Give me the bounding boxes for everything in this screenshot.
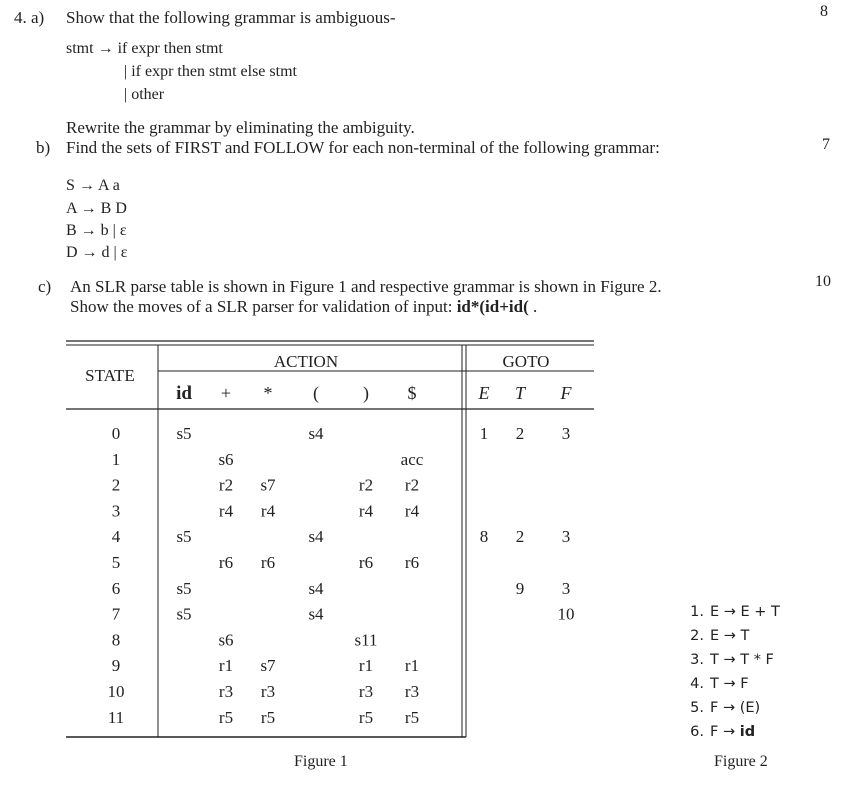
production-number: 1.	[690, 604, 704, 620]
goto-cell-4-1: 2	[515, 527, 525, 547]
goto-cell-4-0: 8	[479, 527, 489, 547]
state-cell-1: 1	[111, 449, 121, 469]
action-cell-9-5: r1	[404, 656, 420, 676]
grammar-b-line-1: S → A a	[66, 177, 120, 194]
goto-cell-0-0: 1	[479, 424, 489, 443]
production-text-bold: id	[739, 724, 756, 740]
goto-col-header-F: F	[560, 383, 572, 403]
grammar-b-line-4: D → d | ε	[66, 244, 128, 261]
state-cell-9: 9	[111, 656, 121, 676]
action-col-header-2: *	[263, 383, 273, 403]
production-text: F → (E)	[710, 700, 761, 716]
action-cell-0-0: s5	[176, 424, 192, 443]
action-cell-9-2: s7	[260, 656, 276, 676]
table-cells	[108, 383, 575, 727]
grammar-b-line-3: B → b | ε	[66, 222, 127, 239]
production-2	[678, 624, 780, 648]
action-cell-8-4: s11	[354, 630, 378, 650]
goto-cell-0-2: 3	[561, 424, 571, 443]
action-cell-3-2: r4	[260, 501, 276, 521]
question-4b-marks: 7	[822, 136, 830, 153]
production-number: 4.	[690, 676, 704, 692]
state-cell-6: 6	[111, 578, 121, 598]
action-cell-8-1: s6	[218, 630, 234, 650]
action-cell-3-1: r4	[218, 501, 234, 521]
action-cell-5-1: r6	[218, 553, 234, 572]
grammar-a-line-3: | other	[124, 86, 165, 103]
question-4a-rewrite: Rewrite the grammar by eliminating the ambiguity.	[66, 118, 415, 137]
goto-cell-0-1: 2	[515, 424, 525, 443]
state-cell-8: 8	[111, 630, 121, 650]
action-cell-10-4: r3	[358, 682, 374, 701]
question-4a-label: 4. a)	[14, 8, 45, 27]
action-col-header-0: id	[176, 383, 192, 404]
state-cell-2: 2	[111, 475, 121, 495]
state-cell-3: 3	[111, 501, 121, 521]
question-4b-label: b)	[36, 138, 51, 157]
state-cell-11: 11	[107, 707, 125, 727]
production-1	[678, 600, 780, 624]
action-cell-3-4: r4	[358, 501, 374, 521]
question-4c-line-1: An SLR parse table is shown in Figure 1 and respective grammar is shown in Figure 2.	[70, 277, 662, 296]
figure-2-productions	[678, 600, 780, 744]
action-cell-10-5: r3	[404, 682, 420, 701]
goto-header: GOTO	[502, 352, 550, 371]
action-cell-2-2: s7	[260, 475, 276, 495]
question-4a-marks: 8	[820, 3, 828, 20]
action-cell-11-4: r5	[358, 707, 374, 727]
action-cell-9-4: r1	[358, 656, 374, 676]
question-4c-line-2-suffix: .	[528, 297, 538, 316]
action-cell-5-2: r6	[260, 553, 276, 572]
action-cell-5-4: r6	[358, 553, 374, 572]
action-col-header-5: $	[407, 383, 417, 403]
question-4c-line-2-prefix: Show the moves of a SLR parser for validation of input:	[70, 297, 457, 316]
action-col-header-1: +	[220, 383, 232, 403]
action-col-header-3: (	[313, 383, 319, 403]
question-4c-label: c)	[38, 277, 52, 296]
production-number: 6.	[690, 724, 704, 740]
action-cell-4-3: s4	[308, 527, 324, 547]
question-4b-text: Find the sets of FIRST and FOLLOW for each non-terminal of the following grammar:	[66, 138, 660, 157]
action-cell-7-3: s4	[308, 604, 324, 624]
action-cell-11-1: r5	[218, 707, 234, 727]
action-cell-2-4: r2	[358, 475, 374, 495]
goto-cell-4-2: 3	[561, 527, 571, 547]
action-cell-10-1: r3	[218, 682, 234, 701]
production-3	[678, 648, 780, 672]
state-cell-0: 0	[111, 424, 121, 443]
production-text: T → T * F	[710, 652, 774, 668]
figure-1-caption: Figure 1	[294, 753, 348, 770]
goto-cell-6-1: 9	[515, 578, 525, 598]
action-col-header-4: )	[363, 383, 369, 403]
goto-cell-7-2: 10	[557, 604, 575, 624]
production-6	[678, 720, 780, 744]
production-text: F →	[710, 724, 740, 740]
grammar-b-line-2: A → B D	[66, 200, 127, 217]
action-cell-2-5: r2	[404, 475, 420, 495]
action-cell-11-5: r5	[404, 707, 420, 727]
goto-col-header-T: T	[514, 383, 526, 403]
action-header: ACTION	[273, 352, 339, 371]
state-cell-4: 4	[111, 527, 121, 547]
action-cell-10-2: r3	[260, 682, 276, 701]
state-cell-5: 5	[111, 553, 121, 572]
grammar-a-line-1: stmt → if expr then stmt	[66, 40, 223, 57]
action-cell-5-5: r6	[404, 553, 420, 572]
production-4	[678, 672, 780, 696]
question-4c-line-2	[70, 297, 537, 317]
production-number: 3.	[690, 652, 704, 668]
state-header: STATE	[85, 366, 135, 385]
grammar-a-line-2: | if expr then stmt else stmt	[124, 63, 297, 80]
goto-cell-6-2: 3	[561, 578, 571, 598]
action-cell-1-5: acc	[400, 449, 424, 469]
action-cell-3-5: r4	[404, 501, 420, 521]
action-cell-6-0: s5	[176, 578, 192, 598]
action-cell-11-2: r5	[260, 707, 276, 727]
production-number: 2.	[690, 628, 704, 644]
action-cell-7-0: s5	[176, 604, 192, 624]
production-5	[678, 696, 780, 720]
state-cell-10: 10	[107, 682, 125, 701]
production-text: T → F	[710, 676, 749, 692]
action-cell-6-3: s4	[308, 578, 324, 598]
figure-2-caption: Figure 2	[714, 753, 768, 770]
state-cell-7: 7	[111, 604, 121, 624]
action-cell-9-1: r1	[218, 656, 234, 676]
action-cell-4-0: s5	[176, 527, 192, 547]
slr-parse-table	[66, 339, 594, 739]
question-4c-input: id*(id+id(	[456, 297, 529, 316]
question-4c-marks: 10	[815, 273, 831, 290]
action-cell-2-1: r2	[218, 475, 234, 495]
action-cell-1-1: s6	[218, 449, 234, 469]
production-text: E → T	[710, 628, 750, 644]
production-text: E → E + T	[710, 604, 780, 620]
production-number: 5.	[690, 700, 704, 716]
action-cell-0-3: s4	[308, 424, 324, 443]
goto-col-header-E: E	[478, 383, 490, 403]
question-4a-text: Show that the following grammar is ambiguous-	[66, 8, 396, 27]
